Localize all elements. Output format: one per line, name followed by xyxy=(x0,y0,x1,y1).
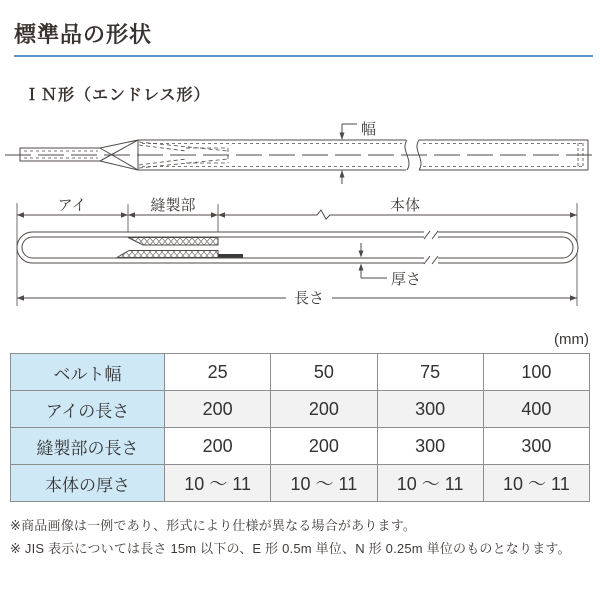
table-row-body-thickness xyxy=(11,465,590,502)
table-cell: 50 xyxy=(271,354,377,391)
sewn-area-top xyxy=(128,238,218,246)
row-header: 縫製部の長さ xyxy=(11,428,165,465)
row-header: アイの長さ xyxy=(11,391,165,428)
row-header: 本体の厚さ xyxy=(11,465,165,502)
width-label: 幅 xyxy=(361,121,377,138)
table-row-sewn-length xyxy=(11,428,590,465)
table-cell: 10 ～ 11 xyxy=(271,465,377,502)
plan-view xyxy=(5,121,598,184)
footnote-product-image: ※商品画像は一例であり、形式により仕様が異なる場合があります。 xyxy=(10,518,417,533)
sewn-section-label: 縫製部 xyxy=(150,197,196,214)
page-title: 標準品の形状 xyxy=(14,22,153,47)
length-label: 長さ xyxy=(293,290,325,307)
table-cell: 75 xyxy=(377,354,483,391)
table-cell: 200 xyxy=(271,391,377,428)
table-cell: 200 xyxy=(165,391,271,428)
table-cell: 200 xyxy=(271,428,377,465)
table-cell: 200 xyxy=(165,428,271,465)
table-cell: 10 ～ 11 xyxy=(377,465,483,502)
spec-table xyxy=(10,353,590,502)
thickness-label: 厚さ xyxy=(391,271,422,288)
loop-inner-outline xyxy=(22,237,573,258)
table-cell: 300 xyxy=(483,428,589,465)
table-row-eye-length xyxy=(11,391,590,428)
table-cell: 300 xyxy=(377,428,483,465)
table-row-belt-width xyxy=(11,354,590,391)
side-view xyxy=(17,196,578,307)
belt-label-tag xyxy=(218,254,243,258)
section-subtitle: ＩＮ形（エンドレス形） xyxy=(24,87,211,104)
table-cell: 300 xyxy=(377,391,483,428)
width-dimension xyxy=(340,121,377,184)
eye-label: アイ xyxy=(57,197,87,214)
table-cell: 400 xyxy=(483,391,589,428)
row-header: ベルト幅 xyxy=(11,354,165,391)
table-cell: 100 xyxy=(483,354,589,391)
footnote-jis: ※ JIS 表示については長さ 15m 以下の、E 形 0.5m 単位、N 形 0.25m 単位のものとなります。 xyxy=(10,541,571,556)
table-cell: 10 ～ 11 xyxy=(483,465,589,502)
body-label: 本体 xyxy=(389,197,421,214)
unit-label: (mm) xyxy=(554,331,589,348)
table-cell: 10 ～ 11 xyxy=(165,465,271,502)
sewn-area-bottom xyxy=(117,251,218,258)
table-cell: 25 xyxy=(165,354,271,391)
length-dimension xyxy=(17,290,577,307)
